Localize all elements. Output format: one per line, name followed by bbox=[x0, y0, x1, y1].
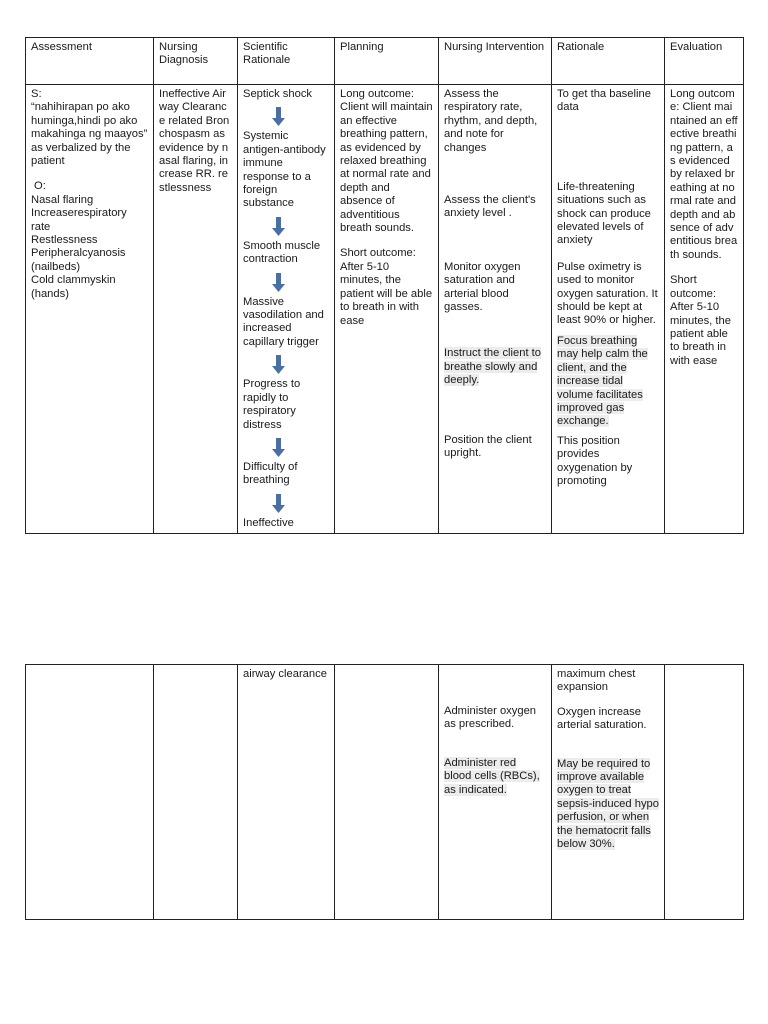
header-row bbox=[26, 38, 744, 85]
objective-item: Nasal flaring bbox=[31, 193, 94, 206]
objective-item: Peripheralcyanosis (nailbeds) bbox=[31, 247, 126, 273]
intervention-item: Administer red blood cells (RBCs), as indicated. bbox=[444, 756, 540, 796]
diagnosis-cell bbox=[154, 85, 238, 534]
scientific-rationale-cell-cont bbox=[238, 665, 335, 920]
planning-long-outcome: Long outcome: Client will maintain an effective breathing pattern, as evidenced by relaxed breathing at normal rate and depth and absence of adventitious breath sounds. bbox=[340, 88, 433, 235]
assessment-cell bbox=[26, 85, 154, 534]
rationale-item: This position provides oxygenation by promoting bbox=[557, 434, 633, 487]
down-arrow-icon bbox=[272, 273, 285, 292]
evaluation-long-outcome: Long outcome: Client maintained an effective breathing pattern, as evidenced by relaxed breathing at normal rate and depth and absence of adventitious breath sounds. bbox=[670, 88, 738, 261]
evaluation-short-outcome: Short outcome: After 5-10 minutes, the patient able to breath in with ease bbox=[670, 274, 731, 367]
intervention-item: Position the client upright. bbox=[444, 433, 532, 460]
care-plan-table-page-2 bbox=[25, 664, 744, 920]
rationale-cell bbox=[552, 85, 665, 534]
intervention-item: Instruct the client to breathe slowly and deeply. bbox=[444, 347, 542, 387]
objective-label: O: bbox=[34, 180, 46, 193]
rationale-item: Focus breathing may help calm the client, and the increase tidal volume facilitates improved gas exchange. bbox=[557, 334, 648, 428]
planning-cell bbox=[335, 85, 439, 534]
intervention-cell bbox=[439, 85, 552, 534]
rationale-item: Life-threatening situations such as shock can produce elevated levels of anxiety bbox=[557, 180, 651, 247]
objective-item: Cold clammyskin (hands) bbox=[31, 274, 116, 300]
rationale-item: Oxygen increase arterial saturation. bbox=[557, 705, 647, 732]
pathway-step: Massive vasodilation and increased capillary trigger bbox=[243, 295, 324, 348]
pathway-step: airway clearance bbox=[243, 668, 327, 680]
header-assessment: Assessment bbox=[26, 38, 154, 85]
subjective-quote: “nahihirapan po ako huminga,hindi po ako makahinga ng maayos” as verbalized by the patient bbox=[31, 101, 148, 168]
rationale-item: maximum chest expansion bbox=[557, 668, 636, 694]
intervention-cell-cont bbox=[439, 665, 552, 920]
rationale-item: To get tha baseline data bbox=[557, 88, 651, 114]
pathway-step: Ineffective bbox=[243, 516, 294, 529]
pathway-step: Septick shock bbox=[243, 88, 313, 100]
rationale-item: Pulse oximetry is used to monitor oxygen saturation. It should be kept at least 90% or higher. bbox=[557, 260, 658, 327]
down-arrow-icon bbox=[272, 217, 285, 236]
header-planning: Planning bbox=[335, 38, 439, 85]
scientific-rationale-cell bbox=[238, 85, 335, 534]
intervention-item: Assess the client's anxiety level . bbox=[444, 194, 536, 220]
rationale-cell-cont bbox=[552, 665, 665, 920]
diagnosis-cell-cont bbox=[154, 665, 238, 920]
pathway-step: Smooth muscle contraction bbox=[243, 239, 321, 266]
header-scientific-rationale: Scientific Rationale bbox=[238, 38, 335, 85]
diagnosis-text: Ineffective Airway Clearance related Bronchospasm as evidence by nasal flaring, increase RR. restlessness bbox=[159, 88, 230, 194]
intervention-item: Administer oxygen as prescribed. bbox=[444, 705, 537, 731]
pathway-step: Systemic antigen-antibody immune response to a foreign substance bbox=[243, 130, 326, 210]
pathway-step: Progress to rapidly to respiratory distress bbox=[243, 378, 301, 431]
evaluation-cell bbox=[665, 85, 744, 534]
assessment-cell-cont bbox=[26, 665, 154, 920]
header-evaluation: Evaluation bbox=[665, 38, 744, 85]
planning-cell-cont bbox=[335, 665, 439, 920]
subjective-label: S: bbox=[31, 88, 42, 100]
header-nursing-intervention: Nursing Intervention bbox=[439, 38, 552, 85]
down-arrow-icon bbox=[272, 107, 285, 126]
pathway-step: Difficulty of breathing bbox=[243, 460, 298, 487]
down-arrow-icon bbox=[272, 438, 285, 457]
down-arrow-icon bbox=[272, 494, 285, 513]
down-arrow-icon bbox=[272, 355, 285, 374]
header-nursing-diagnosis: Nursing Diagnosis bbox=[154, 38, 238, 85]
evaluation-cell-cont bbox=[665, 665, 744, 920]
objective-item: Increaserespiratory rate bbox=[31, 207, 127, 233]
header-rationale: Rationale bbox=[552, 38, 665, 85]
care-plan-table-page-1 bbox=[25, 37, 744, 534]
rationale-item: May be required to improve available oxygen to treat sepsis-induced hypo perfusion, or when the hematocrit falls below 30%. bbox=[557, 757, 659, 851]
continuation-row bbox=[26, 665, 744, 920]
objective-item: Restlessness bbox=[31, 234, 98, 247]
intervention-item: Assess the respiratory rate, rhythm, and depth, and note for changes bbox=[444, 88, 538, 154]
body-row bbox=[26, 85, 744, 534]
planning-short-outcome: Short outcome: After 5-10 minutes, the patient will be able to breath in with ease bbox=[340, 247, 433, 327]
intervention-item: Monitor oxygen saturation and arterial blood gasses. bbox=[444, 260, 521, 314]
